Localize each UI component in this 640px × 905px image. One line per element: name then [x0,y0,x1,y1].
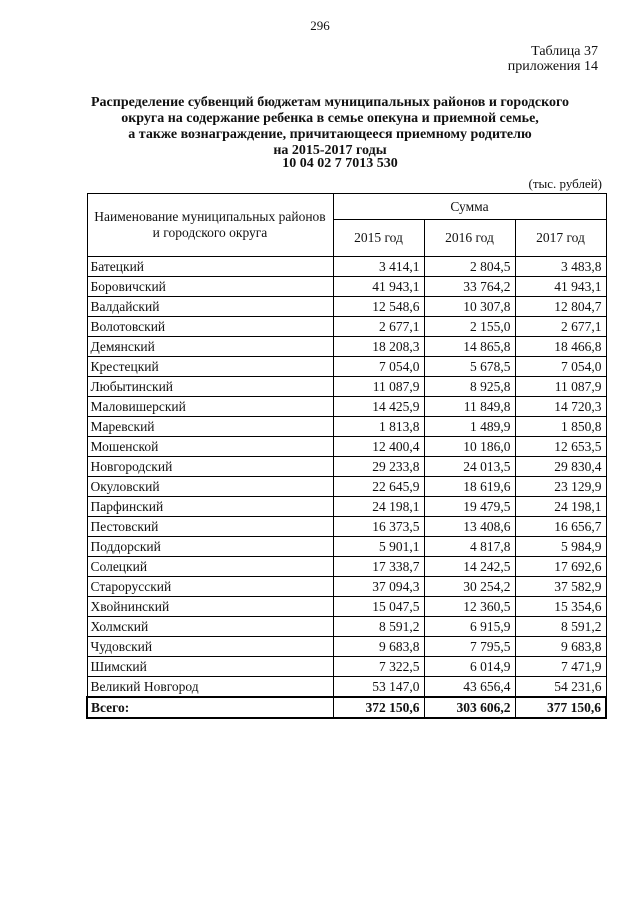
year-header-2016: 2016 год [424,220,515,257]
table-row [87,417,606,437]
value-2015: 15 047,5 [333,597,424,617]
value-2017: 12 804,7 [515,297,606,317]
table-row [87,457,606,477]
value-2017: 37 582,9 [515,577,606,597]
appendix-number: приложения 14 [507,59,598,74]
table-row [87,517,606,537]
title-line-2: округа на содержание ребенка в семье опекуна и приемной семье, [121,111,539,126]
value-2016: 24 013,5 [424,457,515,477]
title-line-4: на 2015-2017 годы [273,143,387,158]
value-2015: 16 373,5 [333,517,424,537]
table-row [87,337,606,357]
value-2015: 11 087,9 [333,377,424,397]
district-name: Батецкий [87,257,333,277]
name-column-header: Наименование муниципальных районов и городского округа [87,194,333,257]
table-row [87,557,606,577]
table-row [87,537,606,557]
value-2016: 6 915,9 [424,617,515,637]
value-2016: 14 242,5 [424,557,515,577]
page-number: 296 [310,18,330,33]
table-body [87,257,606,719]
subvention-table [86,193,607,719]
value-2017: 23 129,9 [515,477,606,497]
value-2016: 10 307,8 [424,297,515,317]
value-2016: 5 678,5 [424,357,515,377]
value-2017: 2 677,1 [515,317,606,337]
value-2015: 2 677,1 [333,317,424,337]
district-name: Маревский [87,417,333,437]
table-header-row [87,194,606,220]
document-title [60,95,600,159]
value-2017: 16 656,7 [515,517,606,537]
value-2016: 2 155,0 [424,317,515,337]
value-2015: 18 208,3 [333,337,424,357]
value-2015: 22 645,9 [333,477,424,497]
value-2016: 14 865,8 [424,337,515,357]
value-2015: 7 054,0 [333,357,424,377]
value-2015: 1 813,8 [333,417,424,437]
value-2016: 7 795,5 [424,637,515,657]
district-name: Чудовский [87,637,333,657]
district-name: Волотовский [87,317,333,337]
value-2017: 29 830,4 [515,457,606,477]
district-name: Маловишерский [87,397,333,417]
value-2016: 43 656,4 [424,677,515,698]
value-2016: 10 186,0 [424,437,515,457]
district-name: Валдайский [87,297,333,317]
table-row [87,597,606,617]
value-2015: 12 400,4 [333,437,424,457]
value-2017: 3 483,8 [515,257,606,277]
district-name: Боровичский [87,277,333,297]
table-row [87,377,606,397]
value-2015: 14 425,9 [333,397,424,417]
value-2016: 6 014,9 [424,657,515,677]
value-2017: 5 984,9 [515,537,606,557]
value-2015: 24 198,1 [333,497,424,517]
value-2016: 33 764,2 [424,277,515,297]
value-2017: 9 683,8 [515,637,606,657]
total-2015: 372 150,6 [333,697,424,718]
total-2016: 303 606,2 [424,697,515,718]
table-row [87,577,606,597]
table-row [87,477,606,497]
value-2017: 24 198,1 [515,497,606,517]
value-2016: 2 804,5 [424,257,515,277]
table-row [87,437,606,457]
district-name: Мошенской [87,437,333,457]
value-2017: 12 653,5 [515,437,606,457]
unit-label: (тыс. рублей) [528,176,602,191]
value-2017: 7 471,9 [515,657,606,677]
value-2016: 30 254,2 [424,577,515,597]
value-2015: 17 338,7 [333,557,424,577]
table-row [87,497,606,517]
value-2017: 7 054,0 [515,357,606,377]
value-2015: 7 322,5 [333,657,424,677]
value-2017: 8 591,2 [515,617,606,637]
value-2016: 12 360,5 [424,597,515,617]
value-2016: 13 408,6 [424,517,515,537]
value-2017: 11 087,9 [515,377,606,397]
value-2016: 19 479,5 [424,497,515,517]
table-row [87,397,606,417]
table-row [87,317,606,337]
district-name: Новгородский [87,457,333,477]
table-row [87,657,606,677]
value-2016: 8 925,8 [424,377,515,397]
value-2015: 37 094,3 [333,577,424,597]
value-2016: 18 619,6 [424,477,515,497]
value-2015: 9 683,8 [333,637,424,657]
year-header-2015: 2015 год [333,220,424,257]
table-row [87,277,606,297]
district-name: Любытинский [87,377,333,397]
district-name: Окуловский [87,477,333,497]
table-row [87,677,606,698]
district-name: Хвойнинский [87,597,333,617]
district-name: Парфинский [87,497,333,517]
district-name: Поддорский [87,537,333,557]
value-2017: 14 720,3 [515,397,606,417]
district-name: Солецкий [87,557,333,577]
value-2015: 3 414,1 [333,257,424,277]
value-2017: 41 943,1 [515,277,606,297]
value-2015: 12 548,6 [333,297,424,317]
district-name: Холмский [87,617,333,637]
value-2017: 15 354,6 [515,597,606,617]
table-row [87,357,606,377]
appendix-reference [508,44,598,74]
district-name: Пестовский [87,517,333,537]
table-row [87,297,606,317]
value-2017: 54 231,6 [515,677,606,698]
value-2016: 1 489,9 [424,417,515,437]
district-name: Демянский [87,337,333,357]
year-header-2017: 2017 год [515,220,606,257]
value-2015: 53 147,0 [333,677,424,698]
value-2017: 1 850,8 [515,417,606,437]
total-2017: 377 150,6 [515,697,606,718]
table-row [87,257,606,277]
table-row [87,617,606,637]
district-name: Великий Новгород [87,677,333,698]
budget-classification-code: 10 04 02 7 7013 530 [282,156,398,171]
value-2016: 11 849,8 [424,397,515,417]
table-number: Таблица 37 [531,44,598,59]
district-name: Старорусский [87,577,333,597]
sum-column-header: Сумма [333,194,606,220]
table-row [87,637,606,657]
value-2015: 8 591,2 [333,617,424,637]
value-2015: 41 943,1 [333,277,424,297]
total-label: Всего: [87,697,333,718]
value-2015: 5 901,1 [333,537,424,557]
title-line-3: а также вознаграждение, причитающееся приемному родителю [128,127,532,142]
title-line-1: Распределение субвенций бюджетам муниципальных районов и городского [90,95,569,110]
district-name: Крестецкий [87,357,333,377]
district-name: Шимский [87,657,333,677]
value-2015: 29 233,8 [333,457,424,477]
value-2017: 18 466,8 [515,337,606,357]
value-2017: 17 692,6 [515,557,606,577]
total-row [87,697,606,718]
value-2016: 4 817,8 [424,537,515,557]
